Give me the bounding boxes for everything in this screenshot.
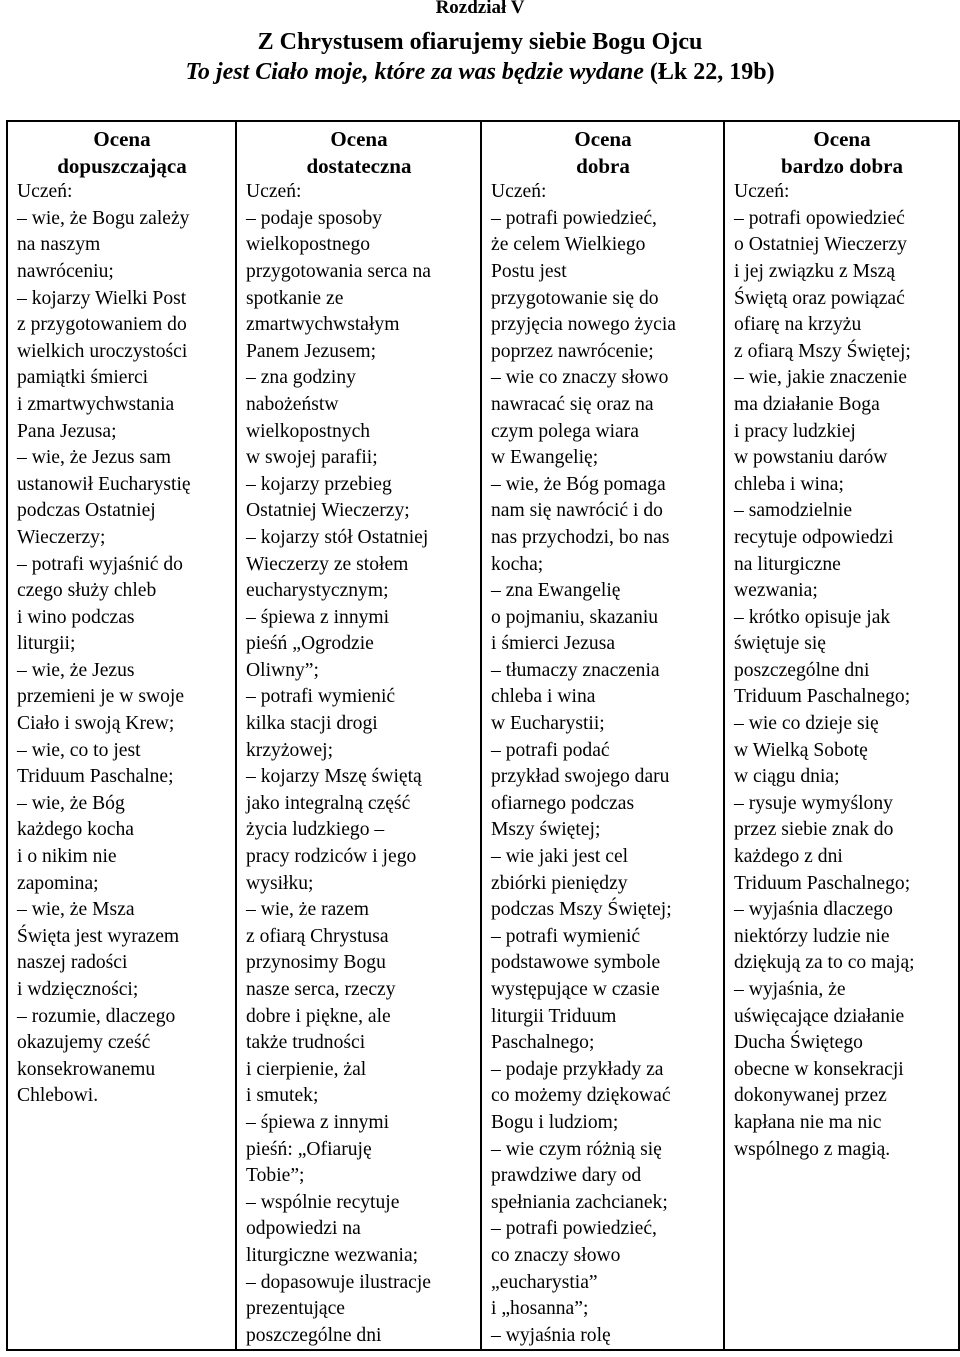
text-line: – kojarzy Wielki Post [17,287,187,309]
text-line: i pracy ludzkiej [734,420,856,442]
text-line: w Wielką Sobotę [734,739,868,761]
text-line: – kojarzy przebieg [246,473,392,495]
text-line: i śmierci Jezusa [491,633,616,655]
text-line: – wyjaśnia dlaczego [734,899,893,921]
text-line: poszczególne dni [246,1324,382,1346]
text-line: pieśń „Ogrodzie [246,633,374,655]
text-line: okazujemy cześć [17,1032,151,1054]
text-line: Pana Jezusa; [17,420,117,442]
text-line: – wie, że Bóg [17,792,125,814]
column-bardzo-dobra [724,121,959,1350]
text-line: i jej związku z Mszą [734,260,896,282]
text-line: Ostatniej Wieczerzy; [246,500,410,522]
text-line: – wie co znaczy słowo [491,367,669,389]
quote-reference: (Łk 22, 19b) [643,59,775,85]
text-line: w powstaniu darów [734,447,888,469]
text-line: każdego z dni [734,846,843,868]
text-line: – wie co dzieje się [734,713,879,735]
text-line: – zna godziny [246,367,356,389]
text-line: – potrafi podać [491,739,610,761]
text-line: nawróceniu; [17,260,114,282]
chapter-label: Rozdział V [435,0,525,18]
text-line: Panem Jezusem; [246,340,377,362]
text-line: – wie, że Bóg pomaga [491,473,666,495]
table-row [7,121,959,1350]
text-line: Bogu i ludziom; [491,1111,619,1133]
text-line: pamiątki śmierci [17,367,149,389]
text-line: że celem Wielkiego [491,234,646,256]
text-line: dobre i piękne, ale [246,1005,391,1027]
text-line: z ofiarą Chrystusa [246,925,389,947]
column-body [734,179,950,1163]
text-line: wielkopostnych [246,420,371,442]
text-line: dziękują za to co mają; [734,952,915,974]
text-line: na liturgiczne [734,553,841,575]
text-line: jako integralną część [246,792,411,814]
text-line: odpowiedzi na [246,1218,361,1240]
text-line: konsekrowanemu [17,1058,156,1080]
column-heading [734,126,950,179]
text-line: w Eucharystii; [491,713,605,735]
text-line: Święta jest wyrazem [17,925,180,947]
text-line: – potrafi wyjaśnić do [17,553,183,575]
text-line: dokonywanej przez [734,1085,887,1107]
text-line: Uczeń: [246,181,302,203]
text-line: prawdziwe dary od [491,1165,642,1187]
column-dobra [481,121,724,1350]
text-line: – kojarzy Mszę świętą [246,766,422,788]
text-line: Ciało i swoją Krew; [17,713,175,735]
text-line: kocha; [491,553,544,575]
text-line: nawracać się oraz na [491,393,654,415]
text-line: pieśń: „Ofiaruję [246,1138,372,1160]
text-line: czego służy chleb [17,580,157,602]
text-line: Mszy świętej; [491,819,601,841]
column-heading-line: dobra [576,153,630,178]
text-line: ofiarę na krzyżu [734,314,862,336]
grading-table [6,120,960,1351]
text-line: podczas Mszy Świętej; [491,899,672,921]
text-line: – wie, że Jezus sam [17,447,171,469]
text-line: poszczególne dni [734,659,870,681]
text-line: – samodzielnie [734,500,853,522]
text-line: – dopasowuje ilustracje [246,1271,432,1293]
text-line: naszej radości [17,952,128,974]
text-line: przygotowania serca na [246,260,431,282]
text-line: z przygotowaniem do [17,314,187,336]
text-line: wysiłku; [246,872,314,894]
text-line: – wie, że razem [246,899,369,921]
text-line: prezentujące [246,1298,345,1320]
text-line: ustanowił Eucharystię [17,473,191,495]
text-line: świętuje się [734,633,826,655]
text-line: o pojmaniu, skazaniu [491,606,659,628]
chapter-quote [0,57,960,87]
column-heading-line: Ocena [93,127,151,151]
text-line: wielkopostnego [246,234,371,256]
text-line: – potrafi wymienić [246,686,396,708]
text-line: Triduum Paschalnego; [734,872,911,894]
text-line: i smutek; [246,1085,319,1107]
text-line: – wie, co to jest [17,739,141,761]
text-line: Wieczerzy; [17,526,106,548]
text-line: co możemy dziękować [491,1085,671,1107]
text-line: – krótko opisuje jak [734,606,891,628]
text-line: Chlebowi. [17,1085,99,1107]
text-line: przygotowanie się do [491,287,659,309]
text-line: Triduum Paschalnego; [734,686,911,708]
text-line: – wyjaśnia rolę [491,1324,611,1346]
text-line: wielkich uroczystości [17,340,188,362]
column-heading [491,126,715,179]
text-line: nas przychodzi, bo nas [491,526,670,548]
text-line: – wie, że Msza [17,899,135,921]
text-line: i wino podczas [17,606,135,628]
column-heading [246,126,472,179]
text-line: recytuje odpowiedzi [734,526,894,548]
text-line: – potrafi powiedzieć, [491,207,657,229]
column-dopuszczajaca [7,121,236,1350]
text-line: spełniania zachcianek; [491,1191,668,1213]
text-line: także trudności [246,1032,366,1054]
text-line: poprzez nawrócenie; [491,340,654,362]
text-line: Uczeń: [491,181,547,203]
text-line: eucharystycznym; [246,580,389,602]
text-line: podstawowe symbole [491,952,661,974]
text-line: Świętą oraz powiązać [734,287,905,309]
text-line: czym polega wiara [491,420,639,442]
column-body [17,179,227,1110]
text-line: przyjęcia nowego życia [491,314,676,336]
text-line: – wie, że Jezus [17,659,135,681]
text-line: obecne w konsekracji [734,1058,904,1080]
text-line: występujące w czasie [491,979,660,1000]
column-heading-line: Ocena [574,127,632,151]
text-line: Paschalnego; [491,1032,595,1054]
text-line: nasze serca, rzeczy [246,979,396,1000]
text-line: ofiarnego podczas [491,792,635,814]
text-line: – potrafi powiedzieć, [491,1218,657,1240]
text-line: spotkanie ze [246,287,344,309]
text-line: – kojarzy stół Ostatniej [246,526,429,548]
text-line: Wieczerzy ze stołem [246,553,409,575]
text-line: Tobie”; [246,1165,305,1187]
text-line: przemieni je w swoje [17,686,185,708]
text-line: Ducha Świętego [734,1032,863,1054]
text-line: – śpiewa z innymi [246,1111,390,1133]
text-line: zbiórki pieniędzy [491,872,628,894]
column-heading-line: dopuszczająca [57,153,187,178]
text-line: Uczeń: [17,181,73,203]
text-line: pracy rodziców i jego [246,846,417,868]
text-line: – rozumie, dlaczego [17,1005,176,1027]
text-line: o Ostatniej Wieczerzy [734,234,907,256]
column-heading-line: dostateczna [306,153,412,178]
text-line: chleba i wina; [734,473,844,495]
text-line: – podaje sposoby [246,207,383,229]
text-line: Uczeń: [734,181,790,203]
column-heading [17,126,227,179]
text-line: i cierpienie, żal [246,1058,367,1080]
text-line: co znaczy słowo [491,1244,621,1266]
text-line: w swojej parafii; [246,447,378,469]
text-line: chleba i wina [491,686,596,708]
text-line: w Ewangelię; [491,447,599,469]
text-line: kapłana nie ma nic [734,1111,882,1133]
text-line: na naszym [17,234,101,256]
text-line: ma działanie Boga [734,393,880,415]
column-body [246,179,472,1349]
text-line: niektórzy ludzie nie [734,925,890,947]
text-line: wspólnego z magią. [734,1138,891,1160]
text-line: nabożeństw [246,393,339,415]
text-line: zapomina; [17,872,99,894]
text-line: – wie jaki jest cel [491,846,629,868]
text-line: wezwania; [734,580,818,602]
text-line: i wdzięczności; [17,979,139,1000]
text-line: podczas Ostatniej [17,500,156,522]
text-line: – wyjaśnia, że [734,979,846,1000]
text-line: i „hosanna”; [491,1298,589,1320]
text-line: – tłumaczy znaczenia [491,659,660,681]
chapter-title: Z Chrystusem ofiarujemy siebie Bogu Ojcu [257,29,703,55]
text-line: – wspólnie recytuje [246,1191,400,1213]
text-line: liturgii; [17,633,76,655]
column-heading-line: Ocena [813,127,871,151]
column-heading-line: Ocena [330,127,388,151]
text-line: zmartwychwstałym [246,314,400,336]
text-line: – śpiewa z innymi [246,606,390,628]
text-line: nam się nawrócić i do [491,500,663,522]
text-line: – wie, jakie znaczenie [734,367,907,389]
text-line: liturgii Triduum [491,1005,617,1027]
text-line: – podaje przykłady za [491,1058,664,1080]
text-line: liturgiczne wezwania; [246,1244,419,1266]
text-line: – rysuje wymyślony [734,792,893,814]
text-line: – wie czym różnią się [491,1138,662,1160]
text-line: – zna Ewangelię [491,580,621,602]
text-line: Postu jest [491,260,567,282]
text-line: kilka stacji drogi [246,713,378,735]
text-line: życia ludzkiego – [246,819,385,841]
text-line: każdego kocha [17,819,134,841]
quote-text: To jest Ciało moje, które za was będzie wydane [185,59,644,85]
text-line: Triduum Paschalne; [17,766,174,788]
column-body [491,179,715,1349]
text-line: przynosimy Bogu [246,952,386,974]
column-dostateczna [236,121,481,1350]
text-line: z ofiarą Mszy Świętej; [734,340,911,362]
column-heading-line: bardzo dobra [781,153,903,178]
text-line: krzyżowej; [246,739,334,761]
text-line: i o nikim nie [17,846,117,868]
text-line: i zmartwychwstania [17,393,175,415]
text-line: przykład swojego daru [491,766,670,788]
text-line: – wie, że Bogu zależy [17,207,190,229]
text-line: – potrafi wymienić [491,925,641,947]
text-line: „eucharystia” [491,1271,598,1293]
text-line: przez siebie znak do [734,819,894,841]
text-line: – potrafi opowiedzieć [734,207,905,229]
text-line: w ciągu dnia; [734,766,840,788]
text-line: Oliwny”; [246,659,319,681]
text-line: uświęcające działanie [734,1005,905,1027]
